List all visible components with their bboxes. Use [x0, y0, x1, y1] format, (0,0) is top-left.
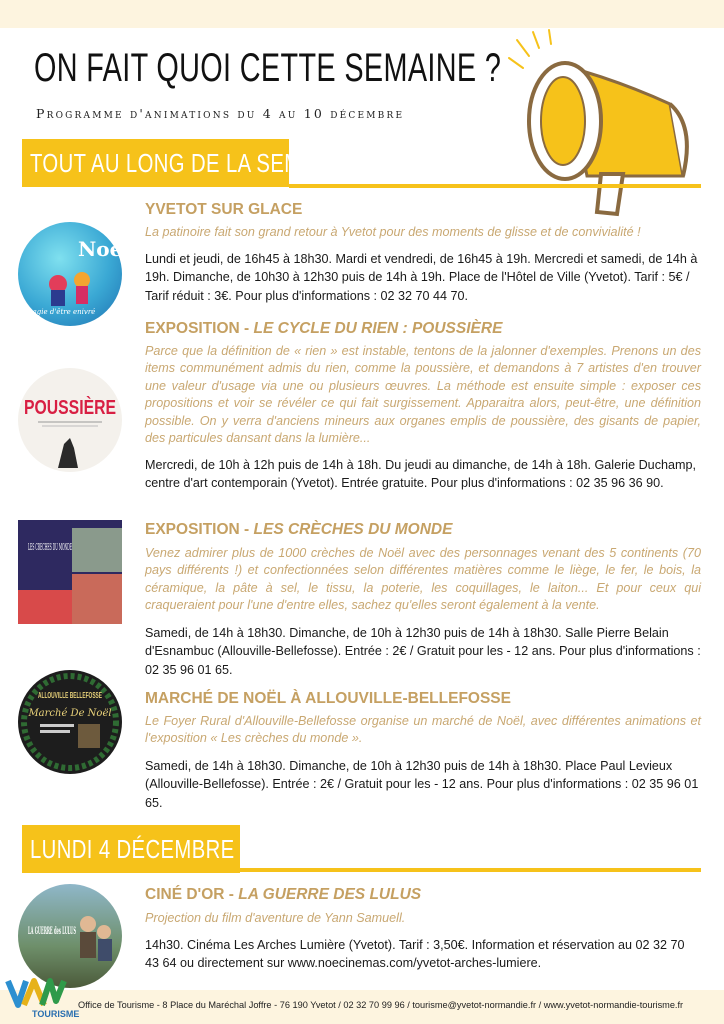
event-info: Samedi, de 14h à 18h30. Dimanche, de 10h à 12h30 puis de 14h à 18h30. Place Paul Levieux (Allouville-Bellefosse). Entrée : 2€ / Gratuit pour les - 12 ans. Pour plus d'informations : 02 35 96 01 65. [145, 759, 699, 810]
poster-title: Noël [78, 237, 130, 261]
poster-title: LA GUERRE des LULUS [28, 926, 76, 937]
top-strip [0, 0, 724, 28]
section-banner-label: LUNDI 4 DÉCEMBRE [30, 834, 235, 864]
section-rule [240, 868, 701, 872]
poster-title: ALLOUVILLE BELLEFOSSE [38, 691, 103, 700]
event-title [145, 201, 302, 219]
event-poster-poussiere[interactable] [18, 368, 141, 472]
page-subtitle: Programme d'animations du 4 au 10 décembre [36, 106, 405, 121]
event-title-text: MARCHÉ DE NOËL À ALLOUVILLE-BELLEFOSSE [145, 690, 511, 707]
section-rule [289, 184, 701, 188]
event-info: Samedi, de 14h à 18h30. Dimanche, de 10h à 12h30 puis de 14h à 18h30. Salle Pierre Belain d'Esnambuc (Allouville-Bellefosse). Entrée : 2€ / Gratuit pour les - 12 ans. Pour plus d'informations : 02 35 96 01 65. [145, 626, 701, 677]
event-description: Le Foyer Rural d'Allouville-Bellefosse organise un marché de Noël, avec différentes animations et l'exposition « Les crèches du monde ». [145, 714, 701, 746]
event-poster-yvetot-sur-glace[interactable] [18, 222, 130, 326]
event-title-text: YVETOT SUR GLACE [145, 201, 303, 218]
event-description: Venez admirer plus de 1000 crèches de Noël avec des personnages venant des 5 continents (70 pays différents !) et confectionnées selon différentes matières comme le liège, le fer, le bois, la céramique, la pâte à sel, le tissu, la poterie, les coquillages, le laiton... Et pour ceux qui craqueraient pour l'une d'entre elles, sachez qu'elles seront également à la vente. [145, 546, 701, 613]
event-info: 14h30. Cinéma Les Arches Lumière (Yvetot). Tarif : 3,50€. Information et réservation au 02 32 70 43 64 ou directement sur www.noecinemas.com/yvetot-arches-lumiere. [145, 938, 685, 971]
event-title-emphasis: LA GUERRE DES LULUS [238, 886, 422, 903]
event-description: Projection du film d'aventure de Yann Samuell. [145, 911, 406, 925]
event-title [145, 521, 452, 539]
poster-title: LES CRECHES DU MONDE [28, 543, 72, 553]
footer-contact: Office de Tourisme - 8 Place du Maréchal Joffre - 76 190 Yvetot / 02 32 70 99 96 / tourisme@yvetot-normandie.fr / www.yvetot-normandie-tourisme.fr [78, 1000, 684, 1010]
poster-subtitle: Marché De Noël [28, 708, 112, 719]
megaphone-icon [505, 26, 705, 226]
event-poster-la-guerre-des-lulus[interactable] [18, 884, 122, 988]
event-title [145, 690, 511, 708]
section-banner-label: TOUT AU LONG DE LA SEMAINE [30, 148, 351, 178]
event-title-prefix: CINÉ D'OR - [145, 886, 239, 903]
logo-text: TOURISME [32, 1009, 80, 1019]
event-title [145, 320, 502, 338]
event-title-emphasis: LE CYCLE DU RIEN : POUSSIÈRE [253, 320, 503, 337]
event-title-emphasis: LES CRÈCHES DU MONDE [253, 521, 453, 538]
event-description: La patinoire fait son grand retour à Yvetot pour des moments de glisse et de convivialité ! [145, 225, 641, 239]
tourism-logo[interactable] [4, 975, 80, 1021]
event-description: Parce que la définition de « rien » est instable, tentons de la jalonner d'exemples. Prenons un des items communément admis du rien, comme la poussière, et demandons à 7 artistes d'en trouver une valeur d'usage via une ou plusieurs œuvres. La méthode est ensuite simple : exposer ces propositions et voir se révéler ce qui fait surgissement. Apparaitra alors, peut-être, une définition possible. On y verra d'anciens mineurs aux organes emplis de poussière, des gisants de papier, des particules dansant dans la lumière... [145, 344, 701, 446]
poster-subtitle: magie d'être enivré [26, 308, 96, 316]
event-title [145, 886, 421, 904]
event-title-prefix: EXPOSITION - [145, 320, 254, 337]
event-poster-creches-du-monde[interactable] [18, 520, 122, 624]
poster-title: POUSSIÈRE [24, 397, 141, 419]
page-title: ON FAIT QUOI CETTE SEMAINE ? [34, 46, 502, 90]
event-poster-marche-de-noel[interactable] [18, 670, 122, 774]
event-info: Mercredi, de 10h à 12h puis de 14h à 18h. Du jeudi au dimanche, de 14h à 18h. Galerie Duchamp, centre d'art contemporain (Yvetot). Entrée gratuite. Pour plus d'informations : 02 35 96 36 90. [145, 458, 696, 491]
section-banner-week [22, 139, 351, 187]
event-title-prefix: EXPOSITION - [145, 521, 254, 538]
event-info: Lundi et jeudi, de 16h45 à 18h30. Mardi et vendredi, de 16h45 à 19h. Mercredi et samedi, de 14h à 19h. Dimanche, de 10h30 à 12h30 puis de 14h à 19h. Place de l'Hôtel de Ville (Yvetot). Tarif : 5€ / Tarif réduit : 3€. Pour plus d'informations : 02 32 70 44 70. [145, 252, 698, 303]
section-banner-monday [22, 825, 240, 873]
